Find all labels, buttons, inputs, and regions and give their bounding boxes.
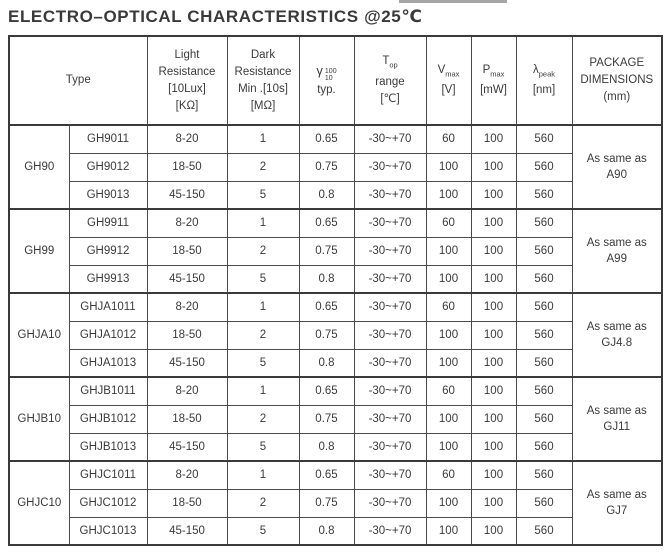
scan-artifact — [399, 0, 507, 3]
cell-vmax: 100 — [426, 349, 471, 377]
cell-pmax: 100 — [471, 293, 516, 321]
header-pmax — [471, 36, 516, 125]
cell-light-resistance: 45-150 — [147, 517, 227, 545]
header-line: range — [375, 75, 405, 88]
cell-lambda-peak: 560 — [516, 517, 572, 545]
table-row — [9, 433, 662, 461]
header-package-dimensions — [572, 36, 662, 125]
table-row — [9, 321, 662, 349]
gamma-ratio — [325, 68, 337, 82]
table-row — [9, 517, 662, 545]
cell-light-resistance: 18-50 — [147, 321, 227, 349]
cell-lambda-peak: 560 — [516, 377, 572, 405]
top-symbol: T — [382, 55, 390, 68]
cell-vmax: 100 — [426, 405, 471, 433]
header-line: [mW] — [480, 84, 507, 97]
cell-part-number: GH9913 — [69, 265, 147, 293]
cell-pmax: 100 — [471, 237, 516, 265]
cell-part-number: GHJC1011 — [69, 461, 147, 489]
cell-pmax: 100 — [471, 489, 516, 517]
cell-gamma: 0.8 — [299, 517, 354, 545]
cell-light-resistance: 45-150 — [147, 433, 227, 461]
cell-vmax: 60 — [426, 125, 471, 153]
header-line: [nm] — [532, 84, 556, 97]
cell-type-group: GHJC10 — [9, 461, 69, 545]
cell-part-number: GHJA1013 — [69, 349, 147, 377]
header-gamma — [299, 36, 354, 125]
header-type: Type — [9, 36, 147, 125]
cell-vmax: 60 — [426, 377, 471, 405]
cell-part-number: GH9011 — [69, 125, 147, 153]
cell-gamma: 0.65 — [299, 125, 354, 153]
header-top-range — [354, 36, 426, 125]
table-row — [9, 125, 662, 153]
cell-light-resistance: 18-50 — [147, 237, 227, 265]
header-line: [KΩ] — [175, 99, 199, 112]
cell-light-resistance: 8-20 — [147, 377, 227, 405]
package-line: As same as — [586, 405, 647, 417]
cell-top-range: -30~+70 — [354, 125, 426, 153]
header-dark-resistance — [227, 36, 299, 125]
cell-vmax: 100 — [426, 517, 471, 545]
cell-light-resistance: 8-20 — [147, 293, 227, 321]
cell-dark-resistance: 1 — [227, 125, 299, 153]
lambda-subscript: peak — [538, 69, 555, 79]
cell-vmax: 60 — [426, 293, 471, 321]
cell-top-range: -30~+70 — [354, 405, 426, 433]
cell-vmax: 100 — [426, 433, 471, 461]
cell-pmax: 100 — [471, 153, 516, 181]
table-row — [9, 181, 662, 209]
cell-light-resistance: 45-150 — [147, 349, 227, 377]
cell-vmax: 100 — [426, 237, 471, 265]
cell-dark-resistance: 5 — [227, 517, 299, 545]
cell-vmax: 100 — [426, 153, 471, 181]
cell-top-range: -30~+70 — [354, 265, 426, 293]
cell-part-number: GHJA1012 — [69, 321, 147, 349]
cell-part-number: GHJC1013 — [69, 517, 147, 545]
cell-dark-resistance: 2 — [227, 405, 299, 433]
header-line: Resistance — [158, 65, 216, 78]
header-line: Dark — [250, 48, 276, 61]
cell-vmax: 100 — [426, 489, 471, 517]
cell-lambda-peak: 560 — [516, 237, 572, 265]
header-line: typ. — [317, 84, 336, 96]
header-line: Min .[10s] — [238, 82, 288, 95]
package-line: As same as — [586, 489, 647, 501]
top-subscript: op — [389, 60, 398, 70]
cell-gamma: 0.75 — [299, 405, 354, 433]
cell-top-range: -30~+70 — [354, 489, 426, 517]
cell-type-group: GHJA10 — [9, 293, 69, 377]
header-line: DIMENSIONS — [580, 74, 654, 86]
cell-top-range: -30~+70 — [354, 377, 426, 405]
cell-top-range: -30~+70 — [354, 349, 426, 377]
package-line: A90 — [606, 169, 627, 181]
cell-lambda-peak: 560 — [516, 461, 572, 489]
cell-pmax: 100 — [471, 321, 516, 349]
cell-lambda-peak: 560 — [516, 153, 572, 181]
cell-part-number: GH9013 — [69, 181, 147, 209]
cell-top-range: -30~+70 — [354, 321, 426, 349]
cell-lambda-peak: 560 — [516, 209, 572, 237]
cell-gamma: 0.75 — [299, 489, 354, 517]
cell-dark-resistance: 5 — [227, 433, 299, 461]
cell-lambda-peak: 560 — [516, 293, 572, 321]
cell-light-resistance: 8-20 — [147, 125, 227, 153]
gamma-symbol-line — [300, 62, 354, 82]
cell-vmax: 60 — [426, 209, 471, 237]
cell-light-resistance: 8-20 — [147, 461, 227, 489]
header-line: (mm) — [603, 91, 631, 103]
cell-light-resistance: 18-50 — [147, 405, 227, 433]
cell-vmax: 100 — [426, 265, 471, 293]
cell-package-dimensions — [572, 209, 662, 293]
lambda-symbol-line — [517, 62, 572, 82]
pmax-symbol: P — [482, 63, 491, 76]
package-line: GJ4.8 — [601, 337, 633, 349]
table-row — [9, 237, 662, 265]
cell-gamma: 0.75 — [299, 321, 354, 349]
table-row — [9, 461, 662, 489]
package-line: As same as — [586, 237, 647, 249]
cell-gamma: 0.65 — [299, 209, 354, 237]
vmax-symbol-line — [427, 62, 471, 82]
cell-lambda-peak: 560 — [516, 489, 572, 517]
cell-lambda-peak: 560 — [516, 181, 572, 209]
cell-pmax: 100 — [471, 461, 516, 489]
cell-gamma: 0.75 — [299, 153, 354, 181]
cell-dark-resistance: 2 — [227, 153, 299, 181]
table-row — [9, 265, 662, 293]
cell-gamma: 0.75 — [299, 237, 354, 265]
cell-gamma: 0.8 — [299, 433, 354, 461]
table-row — [9, 489, 662, 517]
cell-pmax: 100 — [471, 209, 516, 237]
cell-lambda-peak: 560 — [516, 349, 572, 377]
cell-light-resistance: 18-50 — [147, 153, 227, 181]
package-line: As same as — [586, 153, 647, 165]
cell-top-range: -30~+70 — [354, 293, 426, 321]
cell-pmax: 100 — [471, 265, 516, 293]
table-row — [9, 293, 662, 321]
cell-gamma: 0.8 — [299, 181, 354, 209]
header-line: [V] — [441, 84, 456, 97]
header-line: [MΩ] — [250, 99, 276, 112]
cell-gamma: 0.8 — [299, 265, 354, 293]
cell-pmax: 100 — [471, 125, 516, 153]
cell-dark-resistance: 5 — [227, 349, 299, 377]
cell-part-number: GH9911 — [69, 209, 147, 237]
page-title: ELECTRO–OPTICAL CHARACTERISTICS @25℃ — [8, 7, 423, 26]
cell-part-number: GHJB1013 — [69, 433, 147, 461]
cell-gamma: 0.65 — [299, 377, 354, 405]
header-line: [10Lux] — [168, 82, 206, 95]
cell-top-range: -30~+70 — [354, 237, 426, 265]
cell-lambda-peak: 560 — [516, 321, 572, 349]
cell-part-number: GHJA1011 — [69, 293, 147, 321]
gamma-sub: 10 — [324, 75, 333, 82]
cell-lambda-peak: 560 — [516, 265, 572, 293]
characteristics-table — [8, 35, 663, 546]
cell-lambda-peak: 560 — [516, 405, 572, 433]
cell-package-dimensions — [572, 125, 662, 209]
cell-gamma: 0.65 — [299, 461, 354, 489]
cell-part-number: GH9912 — [69, 237, 147, 265]
lambda-symbol: λ — [532, 63, 539, 76]
cell-package-dimensions — [572, 293, 662, 377]
cell-dark-resistance: 1 — [227, 461, 299, 489]
header-line: PACKAGE — [589, 57, 645, 69]
cell-dark-resistance: 1 — [227, 209, 299, 237]
cell-top-range: -30~+70 — [354, 209, 426, 237]
cell-package-dimensions — [572, 461, 662, 545]
cell-dark-resistance: 2 — [227, 489, 299, 517]
header-line: Light — [174, 48, 200, 61]
cell-vmax: 100 — [426, 181, 471, 209]
vmax-subscript: max — [445, 69, 460, 79]
cell-top-range: -30~+70 — [354, 181, 426, 209]
cell-top-range: -30~+70 — [354, 461, 426, 489]
header-row — [9, 36, 662, 125]
package-line: GJ7 — [606, 505, 628, 517]
cell-part-number: GHJB1012 — [69, 405, 147, 433]
cell-gamma: 0.8 — [299, 349, 354, 377]
header-line: [℃] — [380, 92, 400, 105]
top-symbol-line — [355, 53, 426, 73]
table-row — [9, 405, 662, 433]
package-line: GJ11 — [603, 421, 631, 433]
cell-pmax: 100 — [471, 517, 516, 545]
cell-top-range: -30~+70 — [354, 153, 426, 181]
table-row — [9, 377, 662, 405]
pmax-subscript: max — [490, 69, 505, 79]
cell-top-range: -30~+70 — [354, 517, 426, 545]
cell-light-resistance: 8-20 — [147, 209, 227, 237]
table-row — [9, 209, 662, 237]
header-vmax — [426, 36, 471, 125]
cell-part-number: GHJB1011 — [69, 377, 147, 405]
cell-vmax: 60 — [426, 461, 471, 489]
cell-package-dimensions — [572, 377, 662, 461]
cell-type-group: GH99 — [9, 209, 69, 293]
cell-pmax: 100 — [471, 433, 516, 461]
cell-pmax: 100 — [471, 377, 516, 405]
cell-light-resistance: 18-50 — [147, 489, 227, 517]
cell-vmax: 100 — [426, 321, 471, 349]
cell-dark-resistance: 2 — [227, 237, 299, 265]
cell-dark-resistance: 1 — [227, 293, 299, 321]
cell-light-resistance: 45-150 — [147, 265, 227, 293]
cell-top-range: -30~+70 — [354, 433, 426, 461]
cell-light-resistance: 45-150 — [147, 181, 227, 209]
table-row — [9, 153, 662, 181]
cell-type-group: GH90 — [9, 125, 69, 209]
cell-pmax: 100 — [471, 349, 516, 377]
cell-dark-resistance: 2 — [227, 321, 299, 349]
package-line: As same as — [586, 321, 647, 333]
cell-gamma: 0.65 — [299, 293, 354, 321]
package-line: A99 — [606, 253, 627, 265]
header-lambda-peak — [516, 36, 572, 125]
cell-pmax: 100 — [471, 181, 516, 209]
cell-lambda-peak: 560 — [516, 433, 572, 461]
cell-lambda-peak: 560 — [516, 125, 572, 153]
cell-dark-resistance: 1 — [227, 377, 299, 405]
vmax-symbol: V — [437, 63, 446, 76]
header-light-resistance — [147, 36, 227, 125]
table-row — [9, 349, 662, 377]
gamma-sup: 100 — [324, 68, 337, 75]
cell-dark-resistance: 5 — [227, 181, 299, 209]
gamma-symbol: γ — [316, 63, 323, 78]
cell-dark-resistance: 5 — [227, 265, 299, 293]
header-line: Resistance — [234, 65, 292, 78]
cell-type-group: GHJB10 — [9, 377, 69, 461]
pmax-symbol-line — [472, 62, 516, 82]
cell-part-number: GH9012 — [69, 153, 147, 181]
cell-part-number: GHJC1012 — [69, 489, 147, 517]
cell-pmax: 100 — [471, 405, 516, 433]
